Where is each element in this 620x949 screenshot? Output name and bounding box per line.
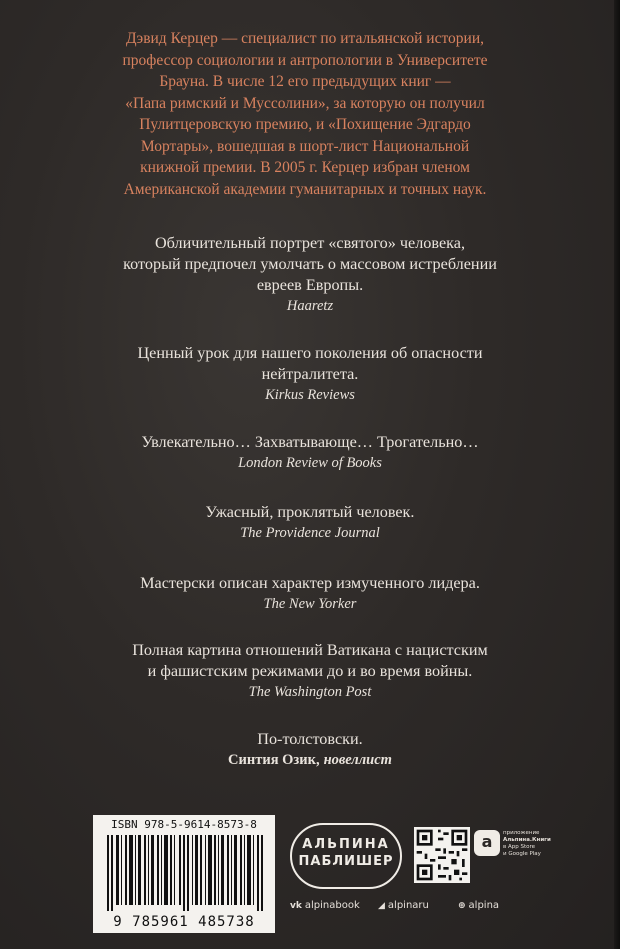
app-promo	[503, 830, 563, 858]
quote-line: Ужасный, проклятый человек.	[205, 503, 415, 521]
app-icon-letter: a	[481, 832, 493, 851]
review-quote	[60, 729, 560, 771]
publisher-name-line1: АЛЬПИНА	[302, 837, 390, 852]
bio-line: профессор социологии и антропологии в Университете	[122, 51, 488, 69]
publisher-name-line2: ПАБЛИШЕР	[298, 854, 394, 869]
bio-line: книжной премии. В 2005 г. Керцер избран членом	[140, 159, 470, 176]
social-plus	[458, 900, 499, 911]
bio-line: Пулитцеровскую премию, и «Похищение Эдгардо	[139, 116, 471, 133]
quote-line: Ценный урок для нашего поколения об опасности	[137, 344, 483, 362]
quote-line: Обличительный портрет «святого» человека,	[154, 234, 465, 252]
bio-line: Брауна. В числе 12 его предыдущих книг —	[159, 73, 451, 90]
publisher-logo	[290, 823, 402, 889]
plus-icon: ⊕	[458, 901, 466, 911]
social-telegram	[378, 900, 429, 911]
app-promo-line: Альпина.Книги	[503, 837, 551, 843]
quote-source: The New Yorker	[263, 596, 357, 612]
telegram-icon: ◢	[378, 901, 385, 911]
quote-line: и фашистским режимами до и во время войны.	[147, 662, 473, 680]
review-quote	[60, 640, 560, 703]
social-label: alpina	[468, 900, 500, 911]
app-icon	[474, 830, 500, 856]
bio-line: Мортары», вошедшая в шорт-лист Национальной	[140, 137, 470, 155]
quote-line: По-толстовски.	[257, 730, 363, 748]
quote-line: Увлекательно… Захватывающе… Трогательно…	[141, 433, 479, 451]
app-promo-line: и Google Play	[503, 851, 541, 857]
bio-line: «Папа римский и Муссолини», за которую он получил	[125, 94, 485, 112]
quote-source	[60, 750, 560, 771]
quote-source-name: Синтия Озик,	[228, 752, 320, 768]
quote-line: евреев Европы.	[256, 276, 364, 294]
review-quote	[60, 502, 560, 544]
review-quote	[60, 432, 560, 474]
review-quote	[60, 573, 560, 615]
quote-source: London Review of Books	[238, 455, 382, 471]
quote-source: The Providence Journal	[240, 525, 380, 541]
review-quote	[60, 233, 560, 317]
social-vk	[290, 900, 360, 911]
quote-line: нейтралитета.	[261, 365, 359, 383]
qr-code	[414, 827, 470, 883]
barcode	[93, 815, 275, 933]
review-quote	[60, 343, 560, 406]
book-spine-edge	[614, 0, 620, 949]
quote-line: который предпочел умолчать о массовом истреблении	[123, 255, 497, 273]
barcode-bars	[107, 835, 265, 911]
bio-line: Американской академии гуманитарных и точных наук.	[123, 180, 487, 198]
quote-source: The Washington Post	[248, 684, 372, 700]
quote-line: Мастерски описан характер измученного лидера.	[140, 574, 480, 592]
vk-icon: vk	[290, 901, 302, 911]
bio-line: Дэвид Керцер — специалист по итальянской истории,	[125, 30, 485, 47]
social-label: alpinaru	[387, 900, 429, 911]
quote-source-role: новеллист	[323, 752, 392, 768]
author-bio	[70, 28, 540, 200]
quote-line: Полная картина отношений Ватикана с нацистским	[132, 641, 488, 659]
ean-digits: 9 785961 485738	[113, 914, 255, 930]
social-label: alpinabook	[304, 900, 360, 911]
app-promo-line: приложение	[503, 830, 540, 836]
app-promo-line: в App Store	[503, 844, 536, 850]
social-links	[290, 900, 550, 916]
quote-source: Haaretz	[286, 298, 334, 314]
isbn-label: ISBN 978-5-9614-8573-8	[111, 818, 257, 831]
quote-source: Kirkus Reviews	[265, 387, 355, 403]
